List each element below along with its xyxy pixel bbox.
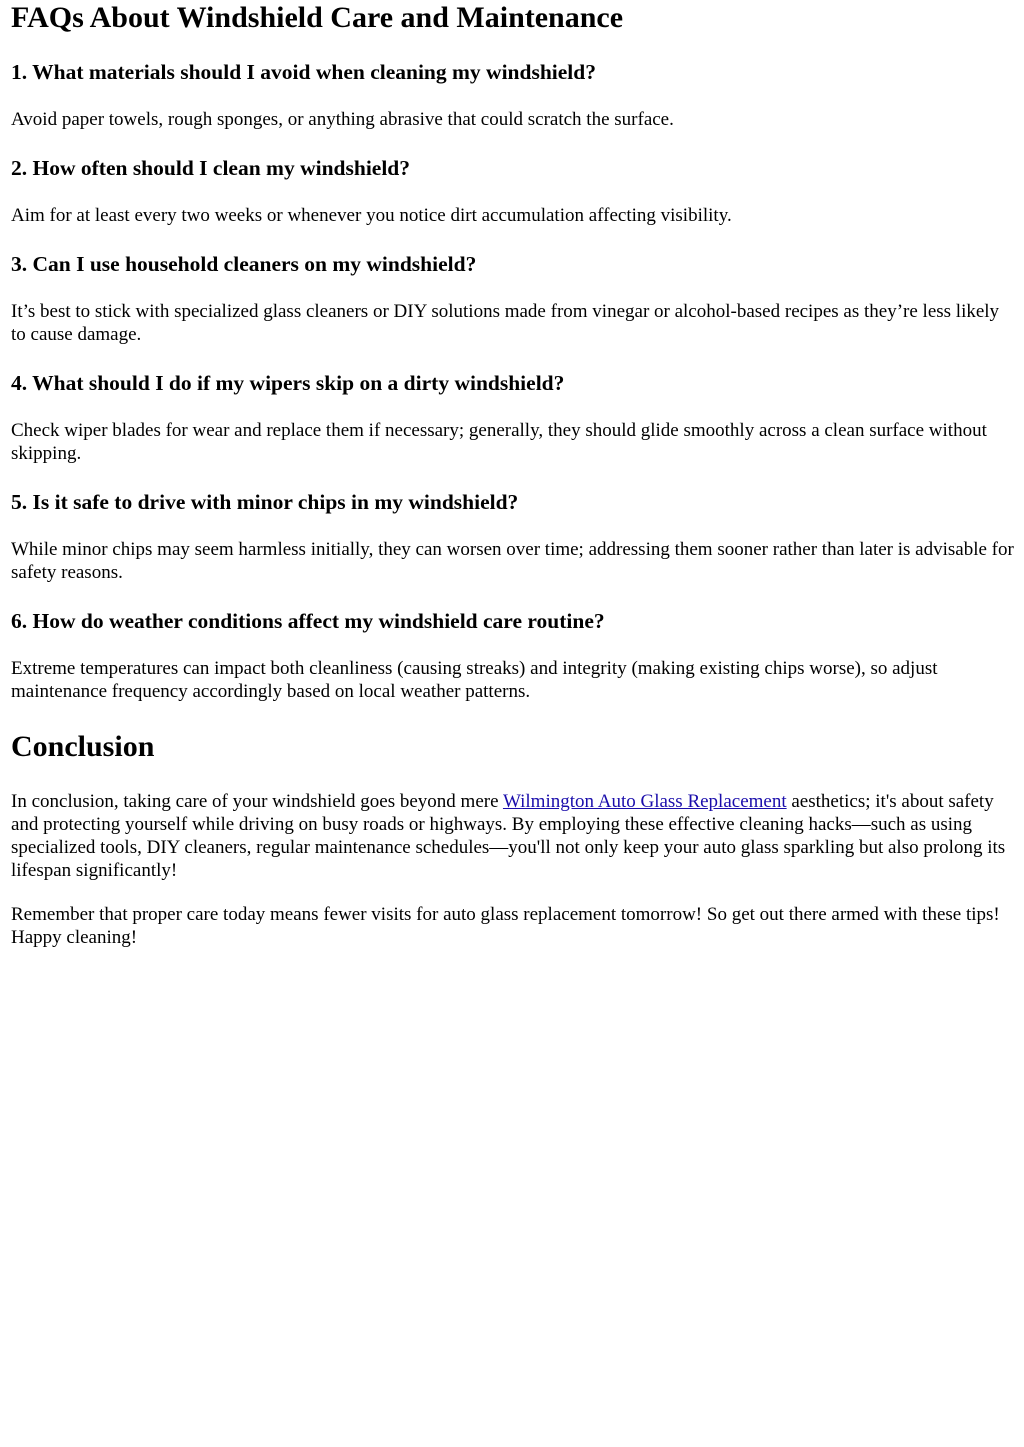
article [0, 1, 1024, 949]
wilmington-auto-glass-link[interactable]: Wilmington Auto Glass Replacement [502, 791, 787, 812]
faq-answer-2: Aim for at least every two weeks or whenever you notice dirt accumulation affecting visibility. [11, 205, 732, 226]
faq-answer-1: Avoid paper towels, rough sponges, or anything abrasive that could scratch the surface. [11, 109, 674, 130]
conclusion-paragraph-2: Remember that proper care today means fewer visits for auto glass replacement tomorrow! So get out there armed with these tips! Happy cleaning! [11, 904, 1000, 948]
faq-answer-6: Extreme temperatures can impact both cleanliness (causing streaks) and integrity (making existing chips worse), so adjust maintenance frequency accordingly based on local weather patterns. [11, 658, 938, 702]
faq-question-1: 1. What materials should I avoid when cleaning my windshield? [11, 60, 596, 84]
faq-question-3: 3. Can I use household cleaners on my windshield? [11, 252, 477, 276]
page-title: FAQs About Windshield Care and Maintenance [11, 1, 624, 34]
conclusion-text-before-link: In conclusion, taking care of your windshield goes beyond mere [11, 791, 503, 812]
faq-question-2: 2. How often should I clean my windshield? [11, 156, 411, 180]
conclusion-paragraph-1 [11, 790, 1014, 882]
faq-question-4: 4. What should I do if my wipers skip on a dirty windshield? [11, 371, 565, 395]
conclusion-heading: Conclusion [11, 730, 155, 763]
faq-answer-4: Check wiper blades for wear and replace them if necessary; generally, they should glide smoothly across a clean surface without skipping. [11, 420, 987, 464]
faq-question-6: 6. How do weather conditions affect my windshield care routine? [11, 609, 605, 633]
faq-question-5: 5. Is it safe to drive with minor chips in my windshield? [11, 490, 519, 514]
conclusion-text-after-link: aesthetics; it's about safety and protecting yourself while driving on busy roads or highways. By employing these effective cleaning hacks—such as using specialized tools, DIY cleaners, regular maintenance schedules—you'll not only keep your auto glass sparkling but also prolong its lifespan significantly! [11, 791, 1006, 881]
faq-answer-5: While minor chips may seem harmless initially, they can worsen over time; addressing them sooner rather than later is advisable for safety reasons. [11, 539, 1014, 583]
faq-answer-3: It’s best to stick with specialized glass cleaners or DIY solutions made from vinegar or alcohol-based recipes as they’re less likely to cause damage. [11, 301, 1000, 345]
